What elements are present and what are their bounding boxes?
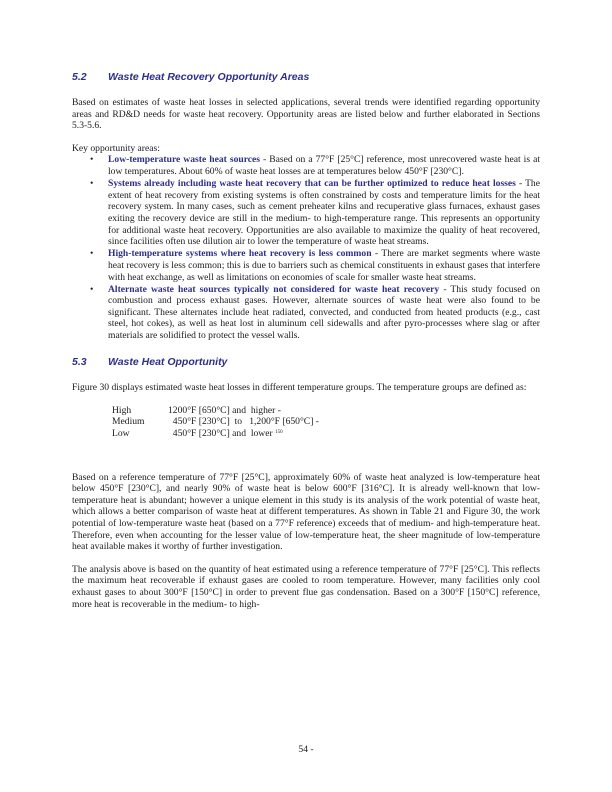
group-range: 450°F [230°C] and lower — [168, 428, 273, 440]
page-body — [72, 70, 540, 610]
group-range: 450°F [230°C] to 1,200°F [650°C] - — [168, 416, 319, 428]
list-item — [90, 284, 540, 342]
section-title: Waste Heat Recovery Opportunity Areas — [108, 71, 310, 83]
bullet-text: - Based on a 77°F [25°C] reference, most unrecovered waste heat is at low temperatures. About 60% of waste heat losses are at temperatures below 450°F [230°C]. — [108, 154, 540, 177]
table-row — [112, 405, 319, 417]
bullet-text: - This study focused on combustion and process exhaust gases. However, alternate sources of waste heat were also found to be significant. These alternates include heat radiated, convected, and conducted from heated products (e.g., cast steel, hot cokes), as well as heat lost in aluminum cell sidewalls and after pyro-processes where slag or after materials are solidified to protect the vessel walls. — [108, 283, 541, 342]
bullet-text: - There are market segments where waste heat recovery is less common; this is due to barriers such as chemical constituents in exhaust gases that interfere with heat exchange, as well as limitations on economies of scale for smaller waste heat streams. — [108, 248, 540, 283]
key-areas-label: Key opportunity areas: — [72, 142, 160, 154]
list-item — [90, 178, 540, 248]
bullet-icon: • — [90, 248, 94, 260]
analysis-paragraph: Based on a reference temperature of 77°F [25°C], approximately 60% of waste heat analyzed is low-temperature heat below 450°F [230°C], and nearly 90% of waste heat is below 600°F [316°C]. It is already well-known that low-temperature heat is abundant; however a unique element in this study is its analysis of the work potential of waste heat, which allows a better comparison of waste heat at different temperatures. As shown in Table 21 and Figure 30, the work potential of low-temperature waste heat (based on a 77°F reference) exceeds that of medium- and high-temperature heat. Therefore, even when accounting for the lesser value of low-temperature heat, the sheer magnitude of low-temperature heat available makes it worthy of further investigation. — [72, 471, 540, 553]
bullet-icon: • — [90, 178, 94, 190]
group-label: Low — [112, 428, 130, 440]
intro-paragraph: Based on estimates of waste heat losses in selected applications, several trends were identified regarding opportunity areas and RD&D needs for waste heat recovery. Opportunity areas are listed below and further elaborated in Sections 5.3-5.6. — [72, 97, 540, 132]
bullet-icon: • — [90, 154, 94, 166]
bullet-lead: Systems already including waste heat recovery that can be further optimized to reduce heat losses — [108, 178, 516, 190]
section-number: 5.3 — [72, 356, 87, 369]
group-range: 1200°F [650°C] and higher - — [168, 404, 281, 416]
section-heading-5-2 — [72, 70, 540, 84]
section-title: Waste Heat Opportunity — [108, 356, 228, 369]
table-row — [112, 416, 319, 428]
group-label: Medium — [112, 416, 145, 428]
figure-intro-paragraph: Figure 30 displays estimated waste heat losses in different temperature groups. The temperature groups are defined as: — [72, 382, 527, 394]
group-label: High — [112, 404, 132, 416]
reference-paragraph: The analysis above is based on the quantity of heat estimated using a reference temperature of 77°F [25°C]. This reflects the maximum heat recoverable if exhaust gases are cooled to room temperature. However, many facilities only cool exhaust gases to about 300°F [150°C] in order to prevent flue gas condensation. Based on a 300°F [150°C] reference, more heat is recoverable in the medium- to high- — [72, 563, 540, 610]
temperature-groups-table — [112, 405, 319, 440]
list-item — [90, 248, 540, 283]
bullet-icon: • — [90, 283, 94, 295]
section-heading-5-3 — [72, 355, 540, 369]
page-number: 54 - — [298, 744, 314, 755]
section-number: 5.2 — [72, 71, 87, 83]
table-row — [112, 428, 319, 440]
bullet-text: - The extent of heat recovery from existing systems is often constrained by costs and temperature limits for the heat recovery system. In many cases, such as cement preheater kilns and recuperative glass furnaces, exhaust gases exiting the recovery device are still in the medium- to high-temperature range. This represents an opportunity for additional waste heat recovery. Opportunities are also available to maximize the quality of heat recovered, since facilities often use dilution air to lower the temperature of waste heat streams. — [108, 178, 540, 248]
group-range-cell — [168, 428, 319, 440]
bullet-lead: Alternate waste heat sources typically not considered for waste heat recovery — [108, 283, 440, 295]
bullet-lead: High-temperature systems where heat recovery is less common — [108, 248, 372, 260]
opportunity-list — [72, 154, 540, 341]
bullet-lead: Low-temperature waste heat sources — [108, 154, 261, 166]
list-item — [90, 154, 540, 177]
footnote-reference: 150 — [275, 430, 283, 436]
